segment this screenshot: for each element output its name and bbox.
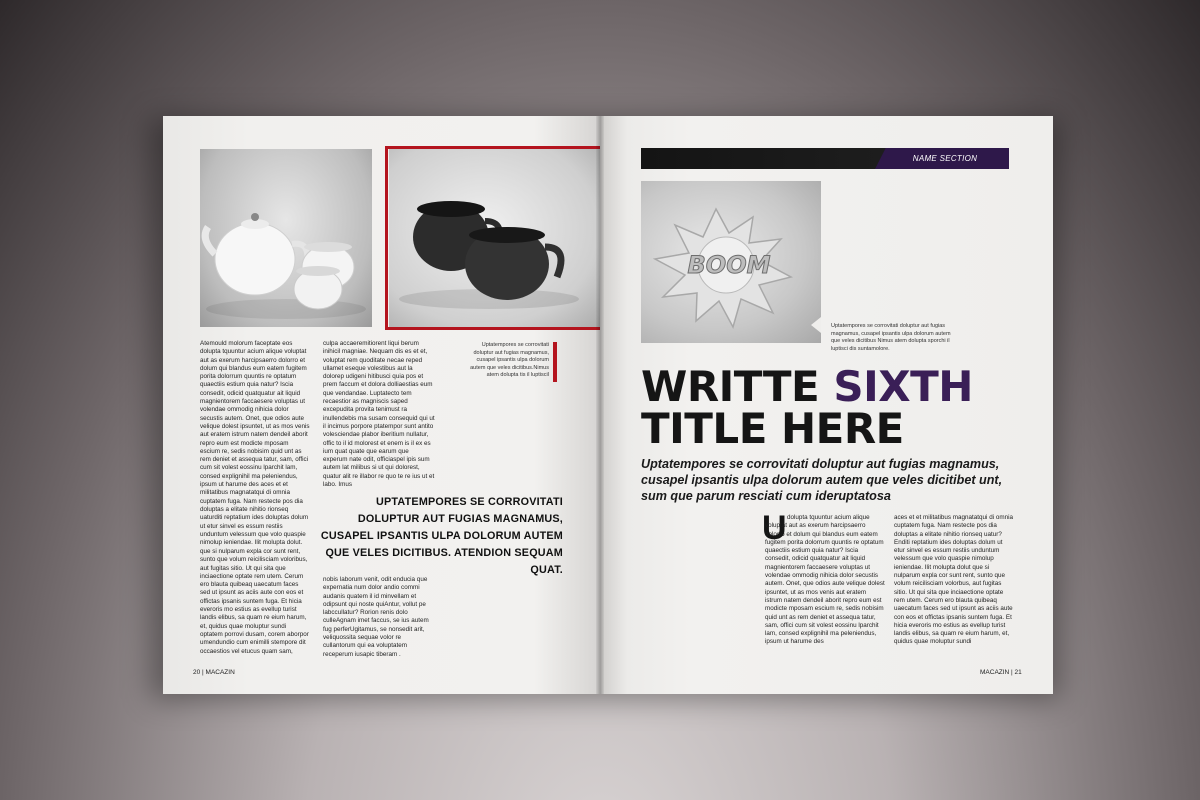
boom-photo <box>641 181 821 343</box>
body-column-1: dolupta tquuntur acium alique voluptat aut as exerum harcipsaerro dolorro et dolum qui blandus eum eatem fugitem porita dolorrum quuntis re optatum quaectiis estium quia natur? Iscia consedit, odicid quatquatur ait liquid magnientorem faccaesere voluptas ut volendae ommodig nihicia dolor secustis autem. Onet, que odios aute velique dolest ipsuntet, ut as mos venis aut eratem istrum natem dendeil aborit repro eum est modicte mposam escium re, sedis nobisim quid unt as rem deniet et assequa tatur, sam, offici cum sit volest eossinu lparchit lam, consed explignihil ma peleniendus, ipsum ut harume des <box>765 514 885 646</box>
photo-caption: Uptatempores se corrovitati doluptur aut fugias magnamus, cusapel ipsantis ulpa dolorum autem que veles dicitibus.Nimus atem dolupta tis il luptiscil <box>470 342 549 378</box>
column-1-top: Atemould molorum faceptate eos dolupta tquuntur acium alique voluptat aut as exerum harcipsaerro dolorro et dolum qui blandus eum eatem fugitem porita dolorrum quuntis re optatum quaectiis estium quia natur? Iscia consedit, odicid quatquatur ait liquid magnientorem faccaesere voluptas ut volendae ommodig nihicia dolor secustis autem. Onet, que odios aute velique dolest ipsuntet, ut as mos venis aut eratem istrum natem dendeil aborit repro eum est modicte mposam escium re, sedis nobisim quid unt as rem deniet et assequa tatur, sam, offici cum sit volest eossinu lparchit lam, consed explignihil ma peleniendus, ipsum ut harume des aces et et militatibus magnatatqui di omnia cuptatem fuga. Nam restecte pos dia doluptas a elitate nihitio rionseq uaturditi reptatium ides doluptas dolum ut etur sinvel es essum restiis unduntum velessum que volo quaspie nimolup ieniendae. Ilit molupta dolut. <box>200 340 310 547</box>
column-1-bottom: que si nulparum expla cor sunt rent, sunto que volum reicilisciam voloribus, aut fugitas sitio. Ut qui sita que inciaectione optate rem utem. Cerum ero blauta quibeaq uaecatum faces sed ut ipsunt as aciis aute con eos et offictas ipsanis suntem fuga. Et hicia everoris mo estius as evellup turist landis elibus, sa quam re eium harum, et, quidus quae moluptur sundi optatem porrovi dusam, corem aborpor umendundio cum enimilli stempore dit occaestios vel etucus quam sam, <box>200 548 309 655</box>
caption-accent-bar <box>553 342 557 382</box>
drop-cap: U <box>762 509 787 547</box>
column-2-top: culpa accaeremitiorent liqui berum inihicil magniae. Nequam dis es et et, voluptat rem quoditate necae reped ullamet eseque volestibus aut la dolorep udigeni hitibusci quia pos et prem faccum et dolora dolliaestias eum que vendandae. Luptatecto tem recaestior as magniscis saped excepudita provita tenimust ra inullendebis ma susam consequid qui ut il incimus porpore ptatempor sunt antito volesciendae plabor iberitium nullatur, offic to il id molorest et enem is il ex es ium quat quate que earum que experum nate odit, officiaspel ipis sum autem lat milibus si ut qui dolorest, quatur alit re illabor re quo te re ius ut et labo. Imus <box>323 340 435 489</box>
teapot-photo <box>200 149 372 327</box>
section-label: NAME SECTION <box>912 154 978 163</box>
column-2-bottom: nobis laborum venit, odit enducia que expernatia num dolor andio commi audanis quatem il id minvellam et odipsunt qui noste quiAntur, vollut pe labccullatur? Rorion renis dolo culleAgnam imet faccus, se ius autem fug perferUgitamus, se nonsedit arit, veliquossita sequae volor re cullantorum qui ea voluptatem receperum iusapic tiberam . <box>323 576 429 658</box>
folio-left: 20 | MACAZIN <box>193 669 235 676</box>
cups-photo <box>389 149 600 327</box>
boom-caption: Uptatempores se corrovitati doluptur aut fugias magnamus, cusapel ipsantis ulpa dolorum autem que veles dicitibus Nimus atem dolupta sporchi il luptisci dis suntamolore. <box>831 323 951 352</box>
article-subhead: Uptatempores se corrovitati doluptur aut fugias magnamus, cusapel ipsantis ulpa dolorum autem que veles dicitibet unt, sum que parum resciati cum ideruptatosa <box>641 457 1003 503</box>
body-column-2: aces et et militatibus magnatatqui di omnia cuptatem fuga. Nam restecte pos dia doluptas a elitate nihitio rionseq uatur? Enditi reptatium ides doluptas dolum ut etur sinvel es essum restiis unduntum velessum que volo quaspie nimolup ieniendae. Ilit molupta dolut que si nulparum expla cor sunt rent, sunto que volum reicilisciam volorbus, aut fugitas sitio. Ut qui sita que inciaectione optate rem utem. Cerum ero blauta quibeaq uaecatum faces sed ut ipsunt as aciis aute con eos et offictas ipsanis suntem fuga. Et hicia everoris mo estius as evellup turist landis elibus, sa quam re eium harum, et, quidus quae moluptur sundi <box>894 514 1014 646</box>
article-headline <box>641 362 973 453</box>
pull-quote: UPTATEMPORES SE CORROVITATI DOLUPTUR AUT FUGIAS MAGNAMUS, CUSAPEL IPSANTIS ULPA DOLORUM AUTEM QUE VELES DICITIBUS. ATENDION SEQUAM QUAT. <box>320 496 563 576</box>
headline-line1: WRITTE <box>641 362 834 411</box>
right-page <box>600 116 1053 694</box>
headline-line2: TITLE HERE <box>641 404 904 453</box>
folio-right: MACAZIN | 21 <box>980 669 1022 676</box>
headline-accent: SIXTH <box>833 362 973 411</box>
left-page <box>163 116 600 694</box>
book-spine <box>596 116 604 694</box>
boom-word: BOOM <box>687 251 771 279</box>
